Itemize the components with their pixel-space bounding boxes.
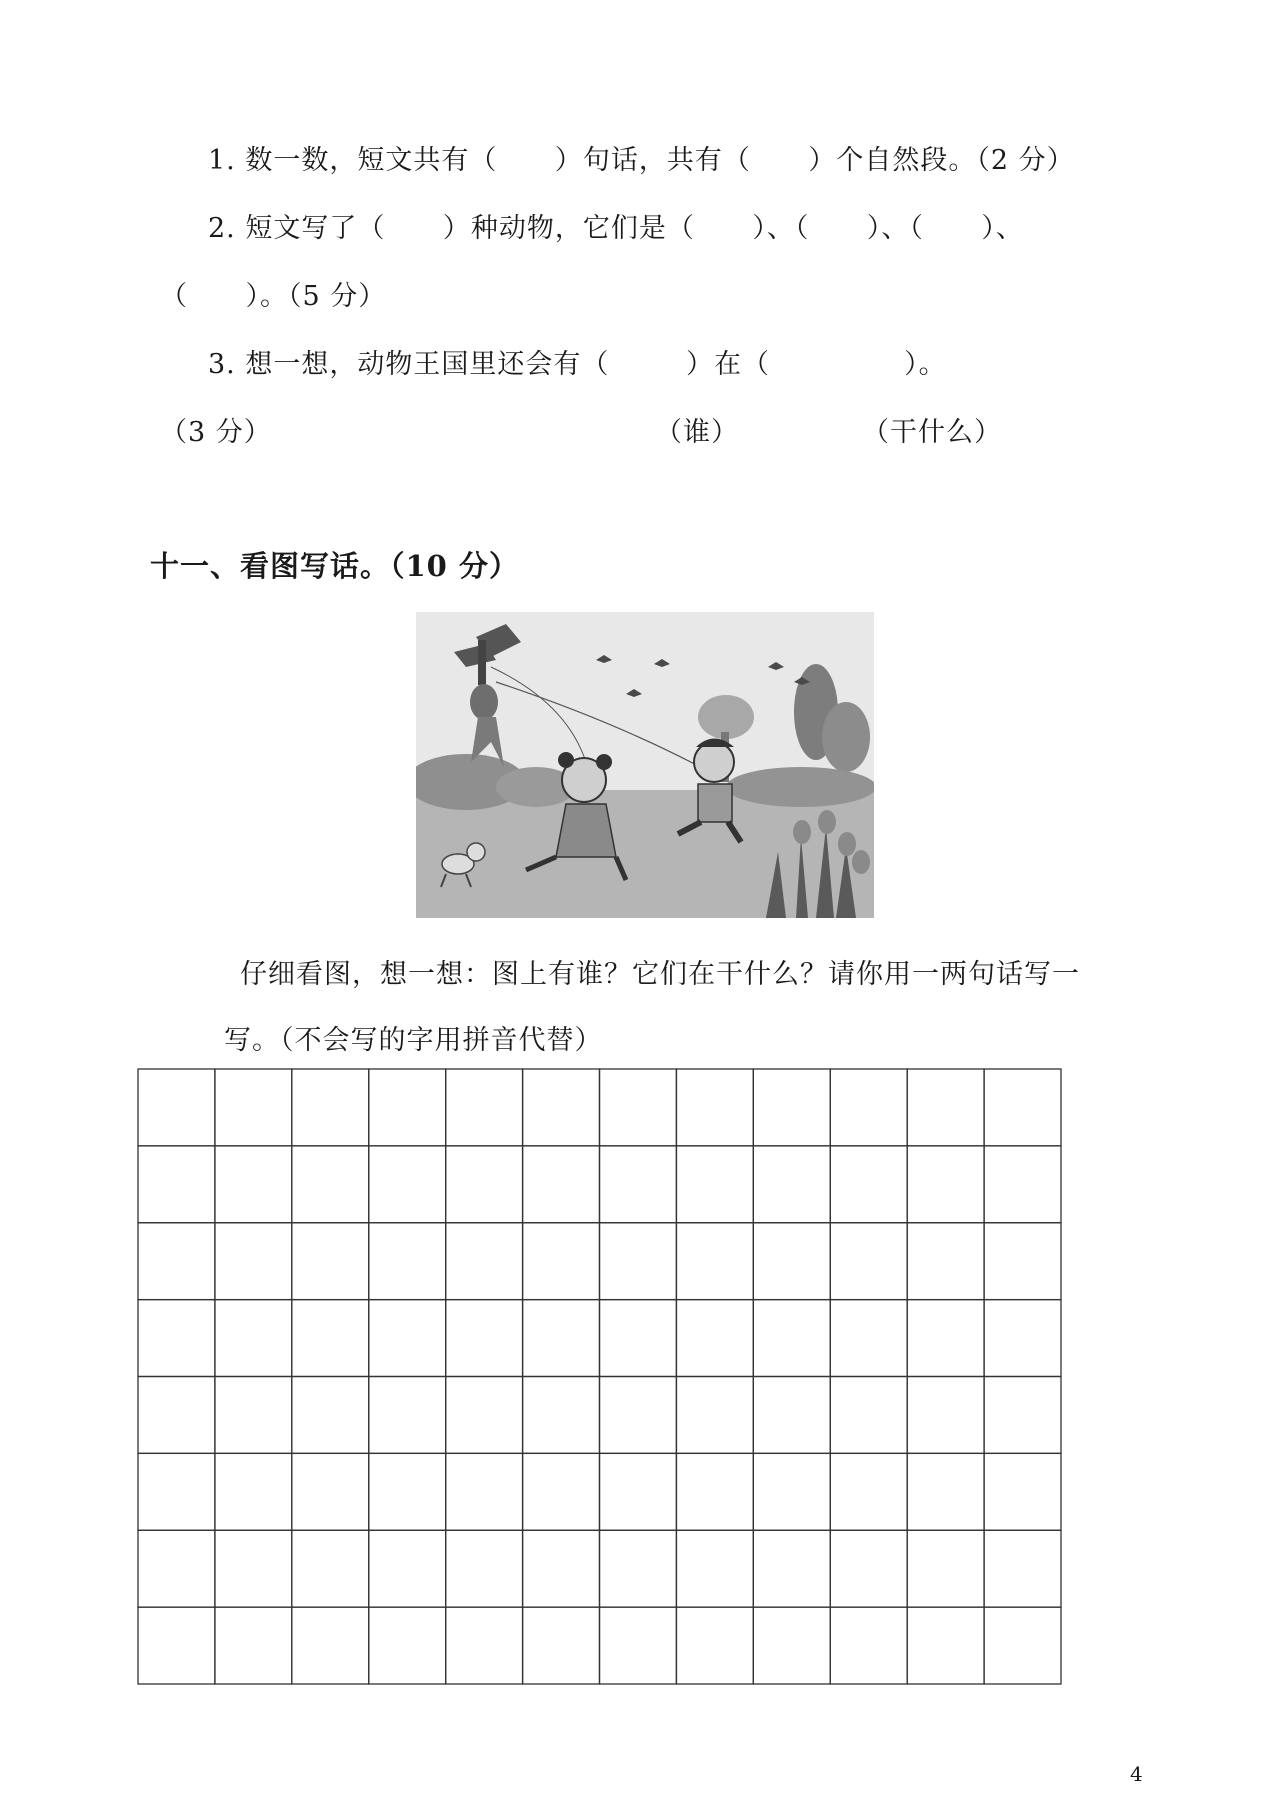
question-3-line-1: 3. 想一想，动物王国里还会有（ ）在（ ）。 xyxy=(208,349,947,380)
grid-cell xyxy=(369,1300,446,1377)
grid-cell xyxy=(830,1607,907,1684)
grid-cell xyxy=(369,1530,446,1607)
grid-cell xyxy=(676,1530,753,1607)
grid-cell xyxy=(215,1607,292,1684)
grid-cell xyxy=(830,1223,907,1300)
grid-cell xyxy=(600,1223,677,1300)
grid-cell xyxy=(753,1146,830,1223)
grid-cell xyxy=(446,1146,523,1223)
grid-cell xyxy=(446,1069,523,1146)
grid-cell xyxy=(369,1223,446,1300)
grid-cell xyxy=(523,1300,600,1377)
grid-cell xyxy=(215,1223,292,1300)
grid-cell xyxy=(523,1607,600,1684)
grid-cell xyxy=(676,1453,753,1530)
grid-cell xyxy=(138,1377,215,1454)
grid-cell xyxy=(138,1530,215,1607)
grid-cell xyxy=(600,1530,677,1607)
section-11-instruction-line-2: 写。（不会写的字用拼音代替） xyxy=(224,1025,603,1056)
grid-cell xyxy=(907,1607,984,1684)
grid-cell xyxy=(138,1607,215,1684)
grid-cell xyxy=(369,1607,446,1684)
grid-cell xyxy=(676,1223,753,1300)
grid-cell xyxy=(292,1607,369,1684)
grid-cell xyxy=(753,1223,830,1300)
grid-cell xyxy=(369,1146,446,1223)
grid-cell xyxy=(523,1146,600,1223)
grid-cell xyxy=(215,1300,292,1377)
grid-cell xyxy=(446,1223,523,1300)
question-1: 1. 数一数，短文共有（ ）句话，共有（ ）个自然段。（2 分） xyxy=(208,145,1075,176)
grid-cell xyxy=(600,1146,677,1223)
grid-cell xyxy=(600,1607,677,1684)
grid-cell xyxy=(676,1377,753,1454)
grid-cell xyxy=(138,1453,215,1530)
question-3-hint-who: （谁） xyxy=(655,417,739,448)
grid-cell xyxy=(600,1377,677,1454)
grid-cell xyxy=(138,1069,215,1146)
grid-cell xyxy=(753,1607,830,1684)
grid-cell xyxy=(984,1300,1061,1377)
grid-cell xyxy=(753,1530,830,1607)
grid-cell xyxy=(753,1377,830,1454)
question-2-line-1: 2. 短文写了（ ）种动物，它们是（ ）、（ ）、（ ）、 xyxy=(208,213,1024,244)
grid-cell xyxy=(984,1223,1061,1300)
question-3-hint-what: （干什么） xyxy=(862,417,1002,448)
grid-cell xyxy=(523,1530,600,1607)
grid-cell xyxy=(907,1223,984,1300)
grid-cell xyxy=(984,1453,1061,1530)
grid-cell xyxy=(215,1377,292,1454)
grid-cell xyxy=(984,1069,1061,1146)
grid-cell xyxy=(446,1377,523,1454)
grid-cell xyxy=(292,1069,369,1146)
page-number: 4 xyxy=(1130,1762,1143,1786)
grid-cell xyxy=(753,1453,830,1530)
grid-cell xyxy=(523,1223,600,1300)
grid-cell xyxy=(984,1530,1061,1607)
grid-cell xyxy=(753,1300,830,1377)
grid-cell xyxy=(907,1530,984,1607)
grid-cell xyxy=(446,1607,523,1684)
grid-cell xyxy=(830,1300,907,1377)
grid-cell xyxy=(676,1607,753,1684)
grid-cell xyxy=(523,1069,600,1146)
grid-cell xyxy=(753,1069,830,1146)
kite-flying-illustration xyxy=(416,612,874,918)
grid-cell xyxy=(907,1453,984,1530)
question-2-line-2: （ ）。（5 分） xyxy=(160,281,387,312)
grid-cell xyxy=(292,1377,369,1454)
grid-cell xyxy=(676,1069,753,1146)
grid-cell xyxy=(907,1069,984,1146)
grid-cell xyxy=(138,1146,215,1223)
section-11-instruction-line-1: 仔细看图，想一想：图上有谁？它们在干什么？请你用一两句话写一 xyxy=(240,959,1080,990)
writing-grid xyxy=(137,1068,1062,1685)
grid-cell xyxy=(907,1300,984,1377)
grid-cell xyxy=(369,1377,446,1454)
grid-cell xyxy=(600,1453,677,1530)
grid-cell xyxy=(984,1377,1061,1454)
grid-cell xyxy=(292,1223,369,1300)
grid-cell xyxy=(830,1146,907,1223)
grid-cell xyxy=(292,1146,369,1223)
grid-cell xyxy=(830,1453,907,1530)
grid-cell xyxy=(215,1530,292,1607)
section-11-title: 十一、看图写话。（10 分） xyxy=(150,549,519,583)
grid-cell xyxy=(676,1146,753,1223)
grid-cell xyxy=(984,1146,1061,1223)
grid-cell xyxy=(523,1453,600,1530)
grid-cell xyxy=(830,1530,907,1607)
grid-cell xyxy=(446,1530,523,1607)
grid-cell xyxy=(830,1069,907,1146)
grid-cell xyxy=(138,1223,215,1300)
grid-cell xyxy=(446,1300,523,1377)
grid-cell xyxy=(830,1377,907,1454)
grid-cell xyxy=(292,1300,369,1377)
grid-cell xyxy=(600,1069,677,1146)
grid-cell xyxy=(907,1377,984,1454)
grid-cell xyxy=(600,1300,677,1377)
grid-cell xyxy=(984,1607,1061,1684)
grid-cell xyxy=(523,1377,600,1454)
grid-cell xyxy=(138,1300,215,1377)
grid-cell xyxy=(676,1300,753,1377)
grid-cell xyxy=(215,1453,292,1530)
grid-cell xyxy=(369,1069,446,1146)
grid-cell xyxy=(446,1453,523,1530)
grid-cell xyxy=(215,1146,292,1223)
grid-cell xyxy=(907,1146,984,1223)
grid-cell xyxy=(292,1453,369,1530)
question-3-score: （3 分） xyxy=(160,417,272,448)
grid-cell xyxy=(369,1453,446,1530)
grid-cell xyxy=(215,1069,292,1146)
grid-cell xyxy=(292,1530,369,1607)
